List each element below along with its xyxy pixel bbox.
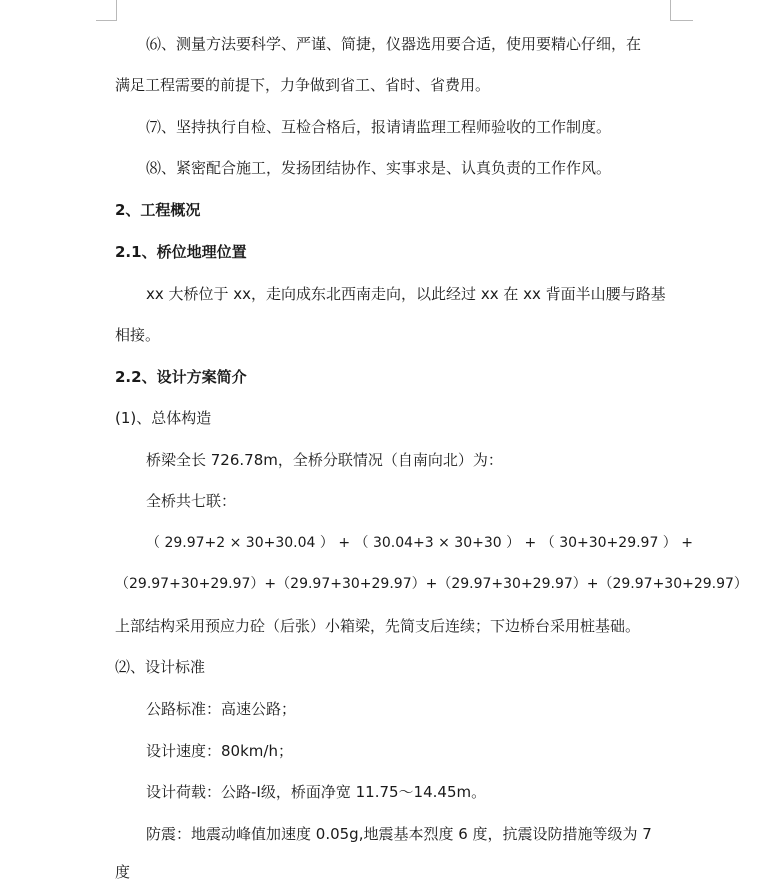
page-corner-mark-top-left xyxy=(96,0,117,21)
paragraph-spans-count: 全桥共七联： xyxy=(146,492,237,510)
standard-road-class: 公路标准：高速公路； xyxy=(146,700,297,718)
section-heading-2-2: 2.2、设计方案简介 xyxy=(115,368,247,386)
standard-seismic-continued: 度 xyxy=(115,863,131,881)
standard-seismic: 防震：地震动峰值加速度 0.05g,地震基本烈度 6 度，抗震设防措施等级为 7 xyxy=(146,825,652,843)
subheading-overall-structure: (1)、总体构造 xyxy=(115,409,212,427)
section-heading-2: 2、工程概况 xyxy=(115,201,201,219)
paragraph-item-6: ⑹、测量方法要科学、严谨、简捷，仪器选用要合适，使用要精心仔细，在 xyxy=(146,35,642,53)
standard-design-load: 设计荷载：公路-Ⅰ级，桥面净宽 11.75～14.45m。 xyxy=(146,783,487,801)
paragraph-bridge-location-continued: 相接。 xyxy=(115,326,161,344)
subheading-design-standards: ⑵、设计标准 xyxy=(115,658,206,676)
section-heading-2-1: 2.1、桥位地理位置 xyxy=(115,243,247,261)
paragraph-bridge-length: 桥梁全长 726.78m，全桥分联情况（自南向北）为： xyxy=(146,451,503,469)
standard-design-speed: 设计速度：80km/h； xyxy=(146,742,293,760)
paragraph-bridge-location: xx 大桥位于 xx，走向成东北西南走向，以此经过 xx 在 xx 背面半山腰与路基 xyxy=(146,285,666,303)
paragraph-item-7: ⑺、坚持执行自检、互检合格后，报请请监理工程师验收的工作制度。 xyxy=(146,118,612,136)
formula-span-line-1: （ 29.97+2 × 30+30.04 ） + （ 30.04+3 × 30+30 ） + （ 30+30+29.97 ） + xyxy=(146,535,693,551)
paragraph-superstructure: 上部结构采用预应力砼（后张）小箱梁，先简支后连续；下边桥台采用桩基础。 xyxy=(115,617,641,635)
page-corner-mark-top-right xyxy=(670,0,693,21)
paragraph-item-6-continued: 满足工程需要的前提下，力争做到省工、省时、省费用。 xyxy=(115,76,491,94)
formula-span-line-2: （29.97+30+29.97）+（29.97+30+29.97）+（29.97+30+29.97）+（29.97+30+29.97） xyxy=(115,576,748,592)
paragraph-item-8: ⑻、紧密配合施工，发扬团结协作、实事求是、认真负责的工作作风。 xyxy=(146,159,612,177)
